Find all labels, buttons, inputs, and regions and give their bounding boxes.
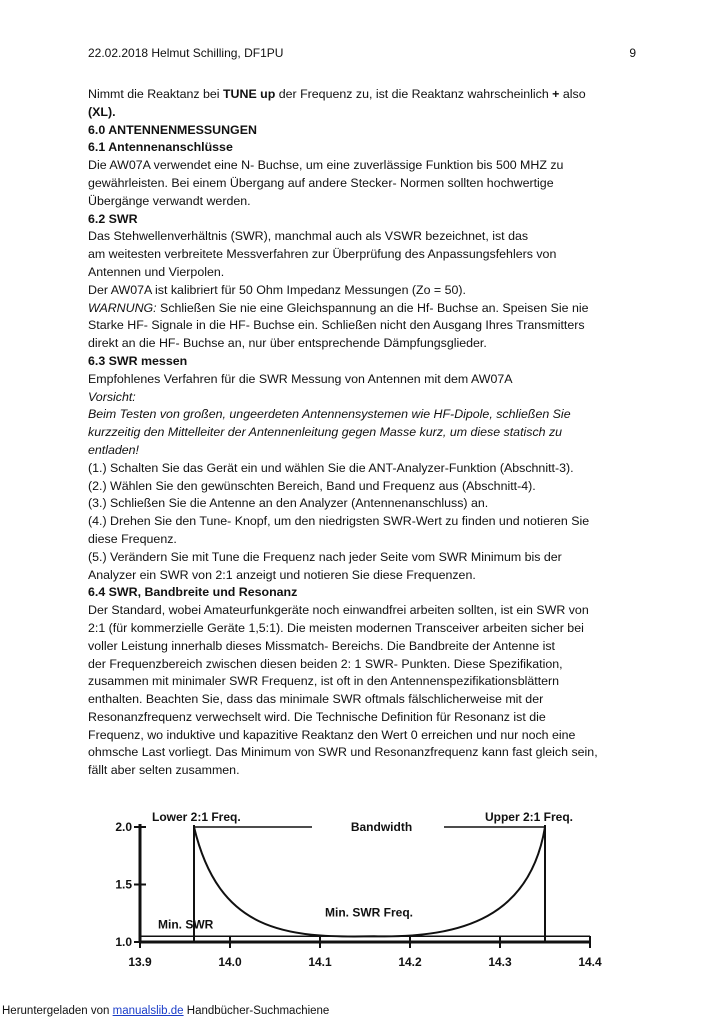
caution-line: Beim Testen von großen, ungeerdeten Antennensystemen wie HF-Dipole, schließen Sie: [88, 407, 571, 422]
step-line: (1.) Schalten Sie das Gerät ein und wählen Sie die ANT-Analyzer-Funktion (Abschnitt-3).: [88, 460, 574, 475]
chart-labels: [152, 810, 573, 931]
warning-line: WARNUNG: Schließen Sie nie eine Gleichspannung an die Hf- Buchse an. Speisen Sie nie: [88, 300, 589, 315]
x-tick-label: 14.2: [398, 955, 422, 969]
step-line: Analyzer ein SWR von 2:1 anzeigt und notieren Sie diese Frequenzen.: [88, 567, 476, 582]
bandwidth-label: Bandwidth: [350, 820, 413, 834]
text-line: der Frequenzbereich zwischen diesen beiden 2: 1 SWR- Punkten. Diese Spezifikation,: [88, 656, 563, 671]
x-tick-label: 14.4: [578, 955, 602, 969]
x-tick-label: 13.9: [128, 955, 152, 969]
header-date-author: 22.02.2018 Helmut Schilling, DF1PU: [88, 46, 284, 60]
caution-line: entladen!: [88, 442, 139, 457]
text-line: voller Leistung innerhalb dieses Missmatch- Bereichs. Die Bandbreite der Antenne ist: [88, 638, 555, 653]
text-line: enthalten. Beachten Sie, dass das minimale SWR oftmals fälschlicherweise mit der: [88, 692, 544, 707]
step-line: (4.) Drehen Sie den Tune- Knopf, um den niedrigsten SWR-Wert zu finden und notieren Sie: [88, 514, 590, 529]
section-heading-6-3: 6.3 SWR messen: [88, 353, 188, 368]
text-line: zusammen mit minimaler SWR Frequenz, ist oft in den Antennenspezifikationsblättern: [88, 674, 560, 689]
y-tick-label: 1.5: [115, 877, 132, 892]
page-footer: Heruntergeladen von manualslib.de Handbücher-Suchmachiene: [2, 1005, 330, 1017]
warning-label: WARNUNG:: [88, 300, 157, 315]
step-line: (2.) Wählen Sie den gewünschten Bereich, Band und Frequenz aus (Abschnitt-4).: [88, 478, 536, 493]
y-tick-label: 2.0: [115, 820, 132, 834]
text-line: Starke HF- Signale in die HF- Buchse ein. Schließen nicht den Ausgang Ihres Transmitters: [88, 318, 585, 333]
x-tick-label: 14.1: [308, 955, 332, 969]
text-line: Frequenz, wo induktive und kapazitive Reaktanz den Wert 0 erreichen und nur noch eine: [88, 727, 576, 742]
text-line: gewährleisten. Bei einem Übergang auf andere Stecker- Normen sollten hochwertige: [88, 175, 554, 190]
manualslib-link[interactable]: manualslib.de: [112, 1005, 184, 1017]
text-line: 2:1 (für kommerzielle Geräte 1,5:1). Die meisten modernen Transceiver arbeiten sicher bei: [88, 620, 584, 635]
intro-paragraph: Nimmt die Reaktanz bei TUNE up der Frequenz zu, ist die Reaktanz wahrscheinlich + also: [88, 87, 586, 101]
upper-freq-label: Upper 2:1 Freq.: [484, 810, 573, 824]
intro-line-2: (XL).: [88, 104, 116, 119]
text-line: Übergänge verwandt werden.: [88, 193, 251, 208]
text-line: Die AW07A verwendet eine N- Buchse, um eine zuverlässige Funktion bis 500 MHZ zu: [88, 158, 564, 173]
text-line: ohmsche Last vorliegt. Das Minimum von SWR und Resonanzfrequenz kann fast gleich sein,: [88, 745, 598, 760]
caution-label: Vorsicht:: [88, 389, 136, 404]
x-tick-label: 14.0: [218, 955, 242, 969]
page-header: [88, 46, 636, 62]
text-line: Der AW07A ist kalibriert für 50 Ohm Impedanz Messungen (Zo = 50).: [88, 282, 466, 297]
min-swr-label: Min. SWR: [158, 917, 214, 932]
caution-line: kurzzeitig den Mittelleiter der Antennenleitung gegen Masse kurz, um diese statisch zu: [88, 425, 563, 440]
swr-bandwidth-chart: [100, 800, 620, 980]
lower-freq-label: Lower 2:1 Freq.: [152, 810, 241, 824]
page-number: 9: [629, 46, 636, 60]
section-heading-6-4: 6.4 SWR, Bandbreite und Resonanz: [88, 585, 298, 600]
section-heading-6-1: 6.1 Antennenanschlüsse: [88, 140, 233, 155]
text-line: direkt an die HF- Buchse an, nur über entsprechende Dämpfungsglieder.: [88, 336, 487, 351]
document-body: [88, 86, 643, 780]
text-line: am weitesten verbreitete Messverfahren zur Überprüfung des Anpassungsfehlers von: [88, 247, 557, 262]
min-swr-freq-label: Min. SWR Freq.: [325, 905, 413, 920]
text-line: Empfohlenes Verfahren für die SWR Messung von Antennen mit dem AW07A: [88, 371, 513, 386]
text-line: Der Standard, wobei Amateurfunkgeräte noch einwandfrei arbeiten sollten, ist ein SWR von: [88, 603, 589, 618]
section-heading-6-0: 6.0 ANTENNENMESSUNGEN: [88, 122, 257, 137]
section-heading-6-2: 6.2 SWR: [88, 211, 138, 226]
chart-ticks: [115, 820, 602, 969]
step-line: diese Frequenz.: [88, 531, 177, 546]
swr-curve: [194, 827, 545, 937]
y-tick-label: 1.0: [115, 935, 132, 949]
step-line: (3.) Schließen Sie die Antenne an den Analyzer (Antennenanschluss) an.: [88, 496, 489, 511]
text-line: Antennen und Vierpolen.: [88, 264, 225, 279]
text-line: fällt aber selten zusammen.: [88, 763, 240, 778]
x-tick-label: 14.3: [488, 955, 512, 969]
text-line: Das Stehwellenverhältnis (SWR), manchmal auch als VSWR bezeichnet, ist das: [88, 229, 529, 244]
text-line: Resonanzfrequenz verwechselt wird. Die Technische Definition für Resonanz ist die: [88, 709, 546, 724]
step-line: (5.) Verändern Sie mit Tune die Frequenz nach jeder Seite vom SWR Minimum bis der: [88, 549, 562, 564]
